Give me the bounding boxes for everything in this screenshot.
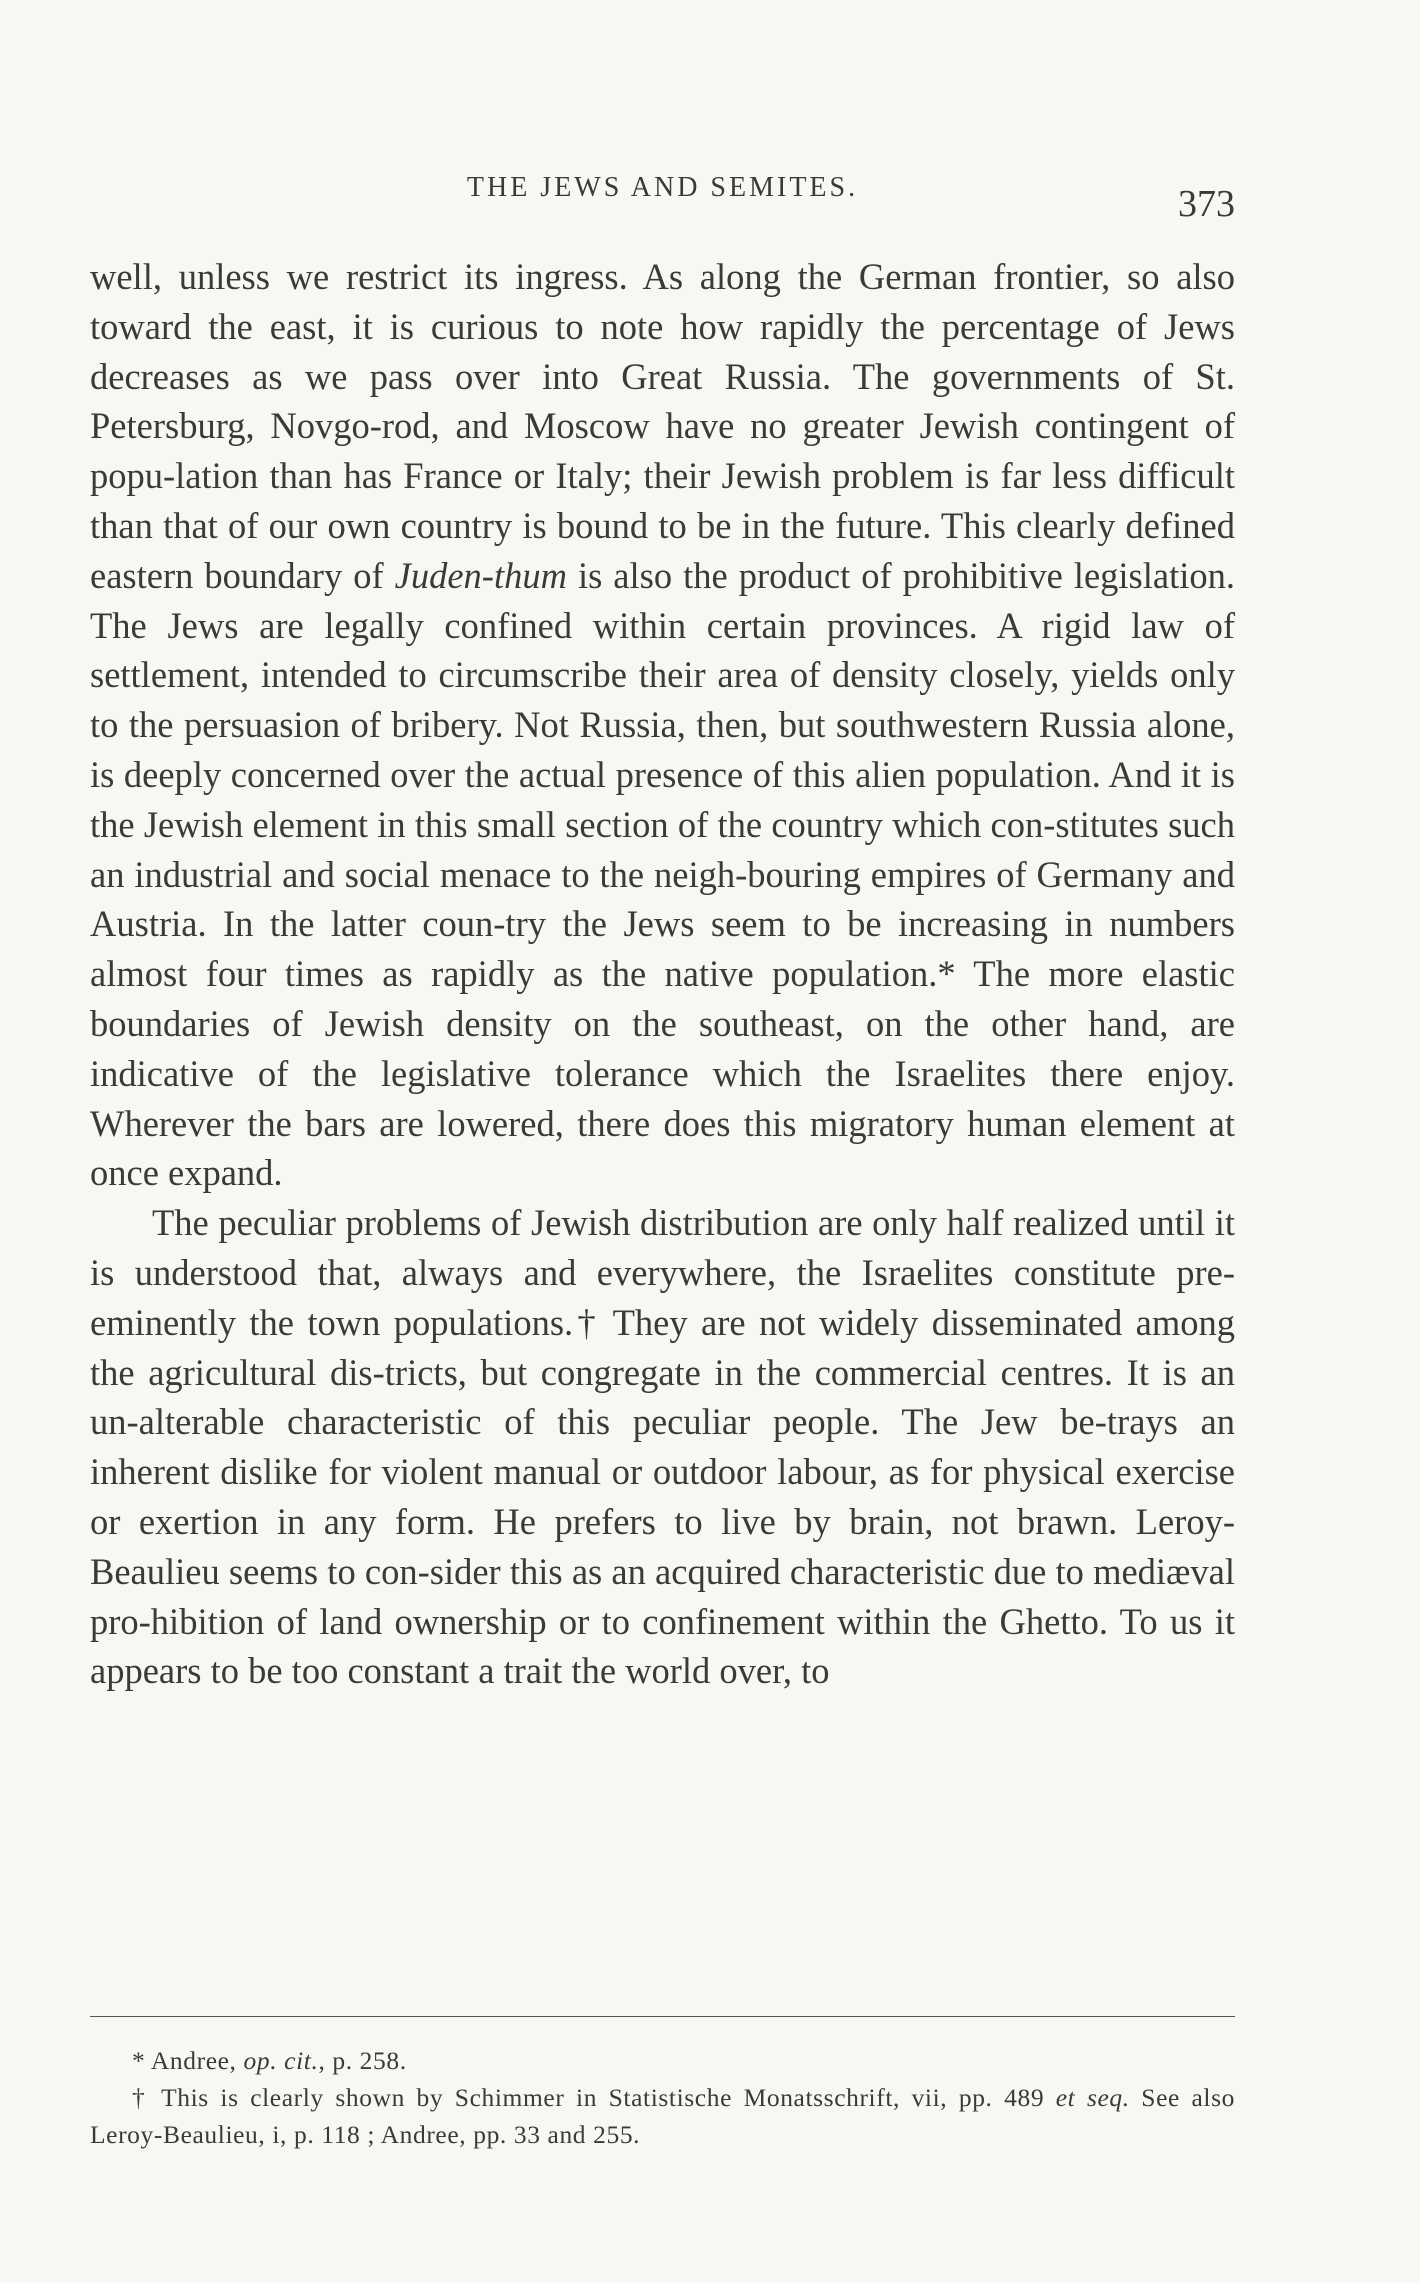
page-header <box>90 168 1235 228</box>
text-run: well, unless we restrict its ingress. As along the German frontier, so also toward the east, it is curious to note how rapidly the percentage of Jews decreases as we pass over into Great Russia. The governments of St. Petersburg, Novgo-rod, and Moscow have no greater Jewish contingent of popu-lation than has France or Italy; their Jewish problem is far less difficult than that of our own country is bound to be in the future. This clearly defined eastern boundary of <box>90 256 1235 596</box>
text-run: * Andree, <box>132 2046 244 2075</box>
italic-term: Juden-thum <box>394 554 567 596</box>
footnote-1 <box>90 2042 1235 2079</box>
footnote-2 <box>90 2079 1235 2153</box>
paragraph-1 <box>90 252 1235 1198</box>
text-run: See also Leroy-Beaulieu, i, p. 118 ; Andree, pp. 33 and 255. <box>90 2083 1235 2149</box>
footnote-divider <box>90 2016 1235 2017</box>
paragraph-2 <box>90 1198 1235 1696</box>
text-run: † This is clearly shown by Schimmer in Statistische Monatsschrift, vii, pp. 489 <box>132 2083 1056 2112</box>
italic-abbrev: op. cit. <box>243 2046 319 2075</box>
italic-abbrev: et seq. <box>1055 2083 1130 2112</box>
footnotes <box>90 2042 1235 2153</box>
text-run: is also the product of prohibitive legislation. The Jews are legally confined within certain provinces. A rigid law of settlement, intended to circumscribe their area of density closely, yields only to the persuasion of bribery. Not Russia, then, but southwestern Russia alone, is deeply concerned over the actual presence of this alien population. And it is the Jewish element in this small section of the country which con-stitutes such an industrial and social menace to the neigh-bouring empires of Germany and Austria. In the latter coun-try the Jews seem to be increasing in numbers almost four times as rapidly as the native population.* The more elastic boundaries of Jewish density on the southeast, on the other hand, are indicative of the legislative tolerance which the Israelites there enjoy. Wherever the bars are lowered, there does this migratory human element at once expand. <box>90 554 1235 1194</box>
page-number: 373 <box>1178 183 1235 225</box>
text-run: , p. 258. <box>318 2046 407 2075</box>
running-title: THE JEWS AND SEMITES. <box>466 172 859 203</box>
body-text <box>90 252 1235 1696</box>
text-run: The peculiar problems of Jewish distribution are only half realized until it is understood that, always and everywhere, the Israelites constitute pre-eminently the town populations.† They are not widely disseminated among the agricultural dis-tricts, but congregate in the commercial centres. It is an un-alterable characteristic of this peculiar people. The Jew be-trays an inherent dislike for violent manual or outdoor labour, as for physical exercise or exertion in any form. He prefers to live by brain, not brawn. Leroy-Beaulieu seems to con-sider this as an acquired characteristic due to mediæval pro-hibition of land ownership or to confinement within the Ghetto. To us it appears to be too constant a trait the world over, to <box>90 1202 1235 1692</box>
